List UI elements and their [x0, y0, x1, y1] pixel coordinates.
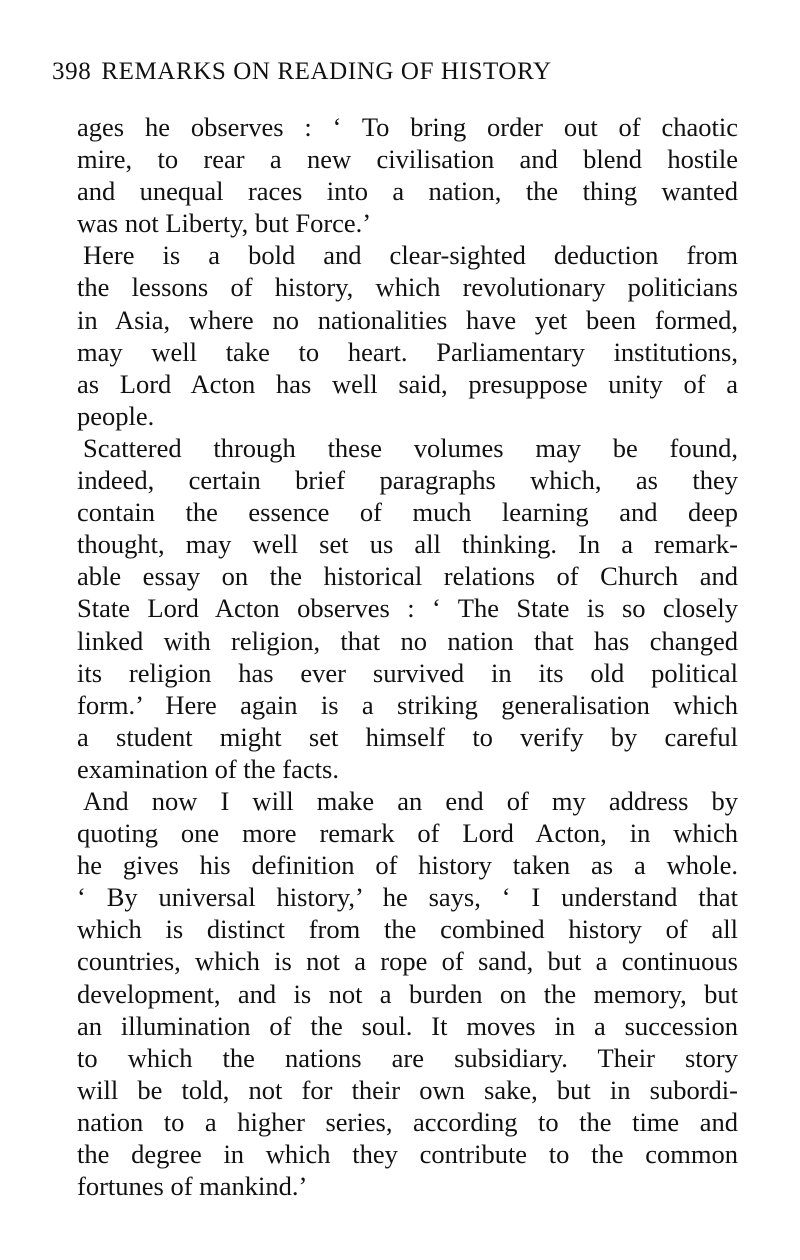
text-line: will be told, not for their own sake, but in subordi- [77, 1074, 738, 1105]
text-line: mire, to rear a new civilisation and blend hostile [77, 144, 738, 175]
text-line: development, and is not a burden on the memory, but [77, 978, 738, 1009]
text-line: in Asia, where no nationalities have yet been formed, [77, 304, 738, 335]
text-line: a student might set himself to verify by careful [77, 721, 738, 752]
text-line: countries, which is not a rope of sand, but a continuous [77, 946, 738, 977]
page-body-text [77, 111, 738, 1202]
text-line: examination of the facts. [77, 753, 339, 784]
text-line: thought, may well set us all thinking. In a remark- [77, 529, 738, 560]
text-line: ‘ By universal history,’ he says, ‘ I understand that [77, 882, 738, 913]
paragraph [77, 432, 738, 785]
running-title: REMARKS ON READING OF HISTORY [101, 58, 552, 85]
text-line: its religion has ever survived in its old political [77, 657, 738, 688]
paragraph [77, 239, 738, 432]
text-line: and unequal races into a nation, the thing wanted [77, 176, 738, 207]
text-line: indeed, certain brief paragraphs which, as they [77, 465, 738, 496]
running-header [52, 58, 672, 86]
text-line: fortunes of mankind.’ [77, 1171, 308, 1202]
text-line: was not Liberty, but Force.’ [77, 208, 372, 239]
text-line: to which the nations are subsidiary. Their story [77, 1042, 738, 1073]
text-line: able essay on the historical relations of Church and [77, 561, 738, 592]
text-line: contain the essence of much learning and deep [77, 497, 738, 528]
text-line: may well take to heart. Parliamentary institutions, [77, 336, 738, 367]
text-line: he gives his definition of history taken as a whole. [77, 850, 738, 881]
text-line: which is distinct from the combined history of all [77, 914, 738, 945]
page-number: 398 [52, 58, 92, 85]
paragraph [77, 111, 738, 239]
text-line: the lessons of history, which revolutionary politicians [77, 272, 738, 303]
text-line: form.’ Here again is a striking generalisation which [77, 689, 738, 720]
text-line: an illumination of the soul. It moves in a succession [77, 1010, 738, 1041]
text-line: ages he observes : ‘ To bring order out of chaotic [77, 112, 738, 142]
text-line: people. [77, 400, 155, 431]
text-line: quoting one more remark of Lord Acton, in which [77, 818, 738, 849]
text-line: linked with religion, that no nation that has changed [77, 625, 738, 656]
text-line: Scattered through these volumes may be found, [83, 432, 738, 463]
text-line: State Lord Acton observes : ‘ The State is so closely [77, 593, 738, 624]
text-line: Here is a bold and clear-sighted deduction from [83, 240, 738, 271]
text-line: nation to a higher series, according to the time and [77, 1106, 738, 1137]
paragraph [77, 785, 738, 1202]
text-line: as Lord Acton has well said, presuppose unity of a [77, 368, 738, 399]
text-line: And now I will make an end of my address by [83, 785, 738, 816]
text-line: the degree in which they contribute to the common [77, 1139, 738, 1169]
